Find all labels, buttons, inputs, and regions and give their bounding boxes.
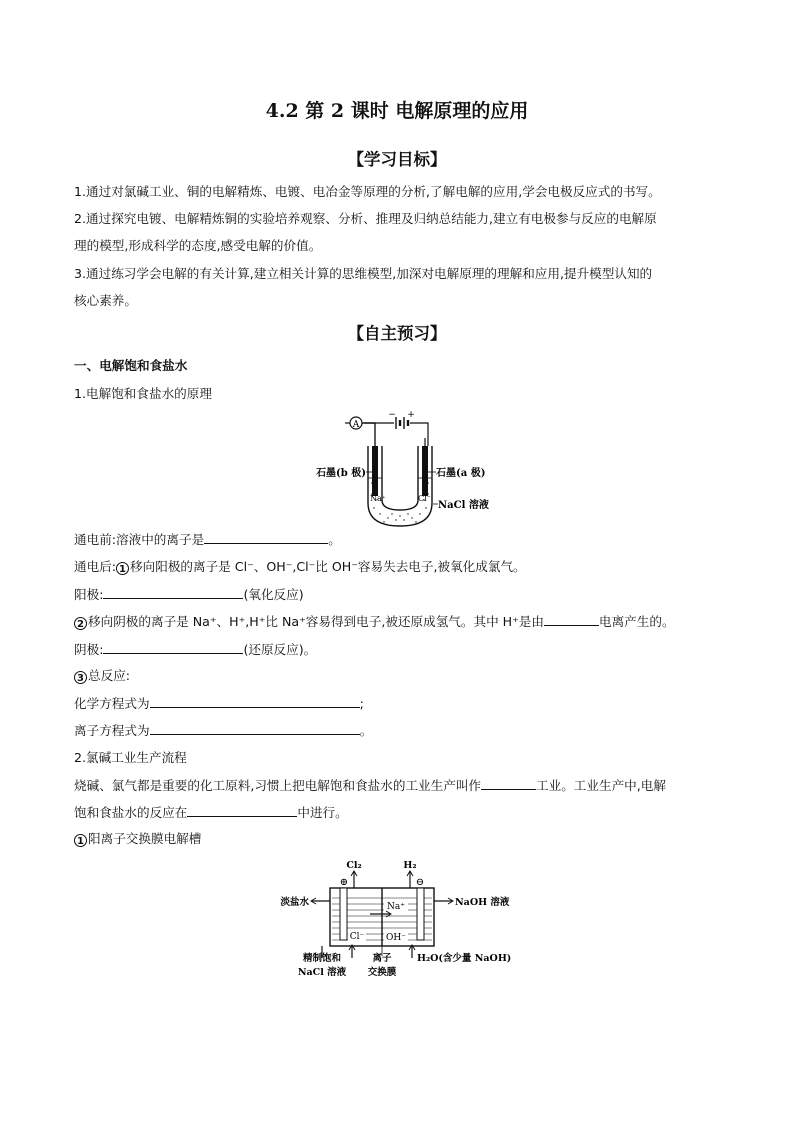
before-electrolysis-line: 通电前:溶液中的离子是 。 [74, 532, 341, 547]
graphite-electrode-a [422, 446, 428, 496]
circled-number: 1 [116, 562, 129, 575]
objective-line: 理的模型,形成科学的态度,感受电解的价值。 [74, 238, 322, 253]
anode-plus-icon: ⊕ [339, 877, 349, 888]
chlor-alkali-line-1: 烧碱、氯气都是重要的化工原料,习惯上把电解饱和食盐水的工业生产叫作 工业。工业生产中,电解 [74, 778, 666, 793]
svg-text:+: + [407, 410, 415, 420]
u-tube-inner [382, 446, 418, 510]
chlor-alkali-line-2: 饱和食盐水的反应在 中进行。 [74, 805, 348, 820]
anode-electrode [340, 888, 347, 940]
answer-blank[interactable] [481, 776, 536, 790]
left-electrode-label: 石墨(b 极) [316, 468, 366, 479]
h2-label: H₂ [403, 860, 417, 871]
part-heading: 一、电解饱和食盐水 [74, 358, 188, 373]
electrolysis-u-tube-diagram [290, 408, 510, 533]
graphite-electrode-b [372, 446, 378, 496]
wire-left [365, 423, 375, 438]
right-electrode-label: 石墨(a 极) [436, 468, 486, 479]
after-electrolysis-line: 通电后: 1 移向阳极的离子是 Cl⁻、OH⁻,Cl⁻比 OH⁻容易失去电子,被氧化成氯气。 [74, 559, 526, 575]
circled-number: 3 [74, 671, 87, 684]
na-ion-label: Na⁺ [370, 494, 386, 503]
na-ion-label: Na⁺ [387, 902, 405, 912]
cl-ion-label: Cl⁻ [349, 932, 365, 942]
naoh-outlet-label: NaOH 溶液 [455, 897, 510, 908]
circled-number: 1 [74, 834, 87, 847]
answer-blank[interactable] [103, 585, 243, 599]
answer-blank[interactable] [544, 612, 599, 626]
answer-blank[interactable] [103, 640, 243, 654]
oh-ion-label: OH⁻ [386, 933, 406, 943]
membrane-label-1: 离子 [372, 953, 392, 964]
objective-line: 3.通过练习学会电解的有关计算,建立相关计算的思维模型,加深对电解原理的理解和应用,提升模型认知的 [74, 266, 653, 281]
subsection-heading: 1.电解饱和食盐水的原理 [74, 386, 212, 401]
section-heading-objectives: 【学习目标】 [347, 150, 447, 169]
answer-blank[interactable] [150, 721, 360, 735]
chemical-equation-line: 化学方程式为 ; [74, 696, 364, 711]
objective-line: 2.通过探究电镀、电解精炼铜的实验培养观察、分析、推理及归纳总结能力,建立有电极参与反应的电解原 [74, 211, 657, 226]
cathode-line: 阴极: (还原反应)。 [74, 642, 317, 657]
ammeter-label: A [352, 420, 360, 430]
total-reaction-line: 3 总反应: [74, 667, 130, 685]
cathode-electrode [417, 888, 424, 940]
dilute-brine-label: 淡盐水 [280, 897, 309, 908]
ionic-equation-line: 离子方程式为 。 [74, 723, 373, 738]
nacl-solution-label: NaCl 溶液 [438, 500, 489, 511]
objective-line: 1.通过对氯碱工业、铜的电解精炼、电镀、电冶金等原理的分析,了解电解的应用,学会电极反应式的书写。 [74, 184, 661, 199]
inlet-right-label: H₂O(含少量 NaOH) [417, 953, 512, 964]
anode-line: 阳极: (氧化反应) [74, 587, 304, 602]
inlet-left-label-1: 精制饱和 [302, 953, 342, 964]
answer-blank[interactable] [150, 694, 360, 708]
page-title: 4.2 第 2 课时 电解原理的应用 [265, 100, 529, 122]
section-heading-preview: 【自主预习】 [347, 324, 447, 343]
cathode-move-line: 2 移向阴极的离子是 Na⁺、H⁺,H⁺比 Na⁺容易得到电子,被还原成氢气。其中 H⁺是由 电离产生的。 [74, 612, 675, 631]
membrane-label-2: 交换膜 [367, 967, 397, 978]
cl-ion-label: Cl⁻ [418, 494, 431, 503]
inlet-left-label-2: NaCl 溶液 [297, 967, 347, 978]
svg-text:−: − [388, 410, 396, 420]
cl2-label: Cl₂ [346, 860, 362, 871]
subsection-heading: 2.氯碱工业生产流程 [74, 750, 187, 765]
objective-line: 核心素养。 [74, 293, 137, 308]
ion-exchange-membrane-cell-diagram [272, 854, 522, 982]
cathode-minus-icon: ⊖ [415, 877, 425, 888]
answer-blank[interactable] [204, 530, 328, 544]
membrane-cell-heading: 1 阳离子交换膜电解槽 [74, 830, 201, 848]
answer-blank[interactable] [187, 803, 297, 817]
circled-number: 2 [74, 617, 87, 630]
